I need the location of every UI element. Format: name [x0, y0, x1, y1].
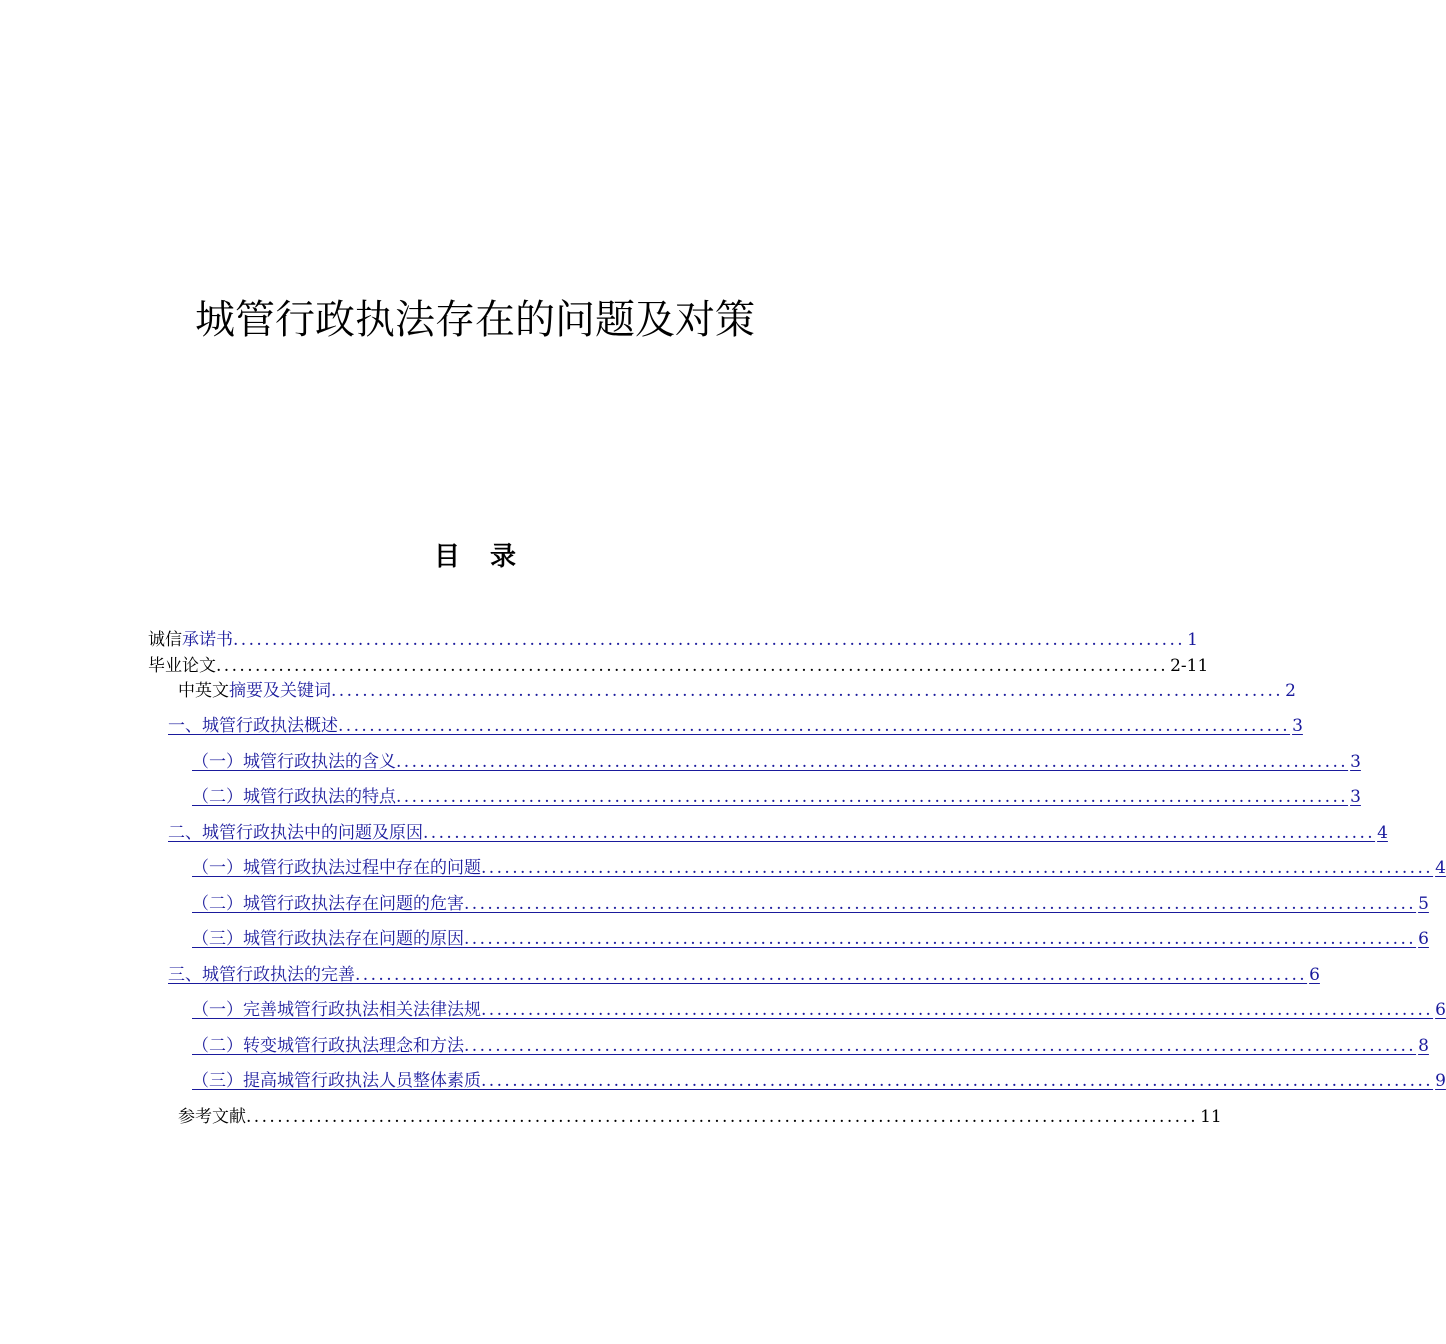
toc-page-number: 8 — [1418, 1036, 1429, 1056]
toc-page-number: 2 — [1285, 681, 1296, 701]
toc-page-number: 3 — [1292, 716, 1303, 736]
toc-heading: 目录 — [433, 542, 546, 572]
toc-leader: .......................................................................................................................... — [338, 716, 1291, 736]
toc-page-number: 4 — [1377, 823, 1388, 843]
toc-page-number: 2-11 — [1170, 656, 1209, 676]
toc-page-number: 3 — [1350, 787, 1361, 807]
toc-entry-prefix: 诚信 — [148, 630, 182, 650]
toc-entry-section-2[interactable] — [168, 822, 1388, 844]
toc-leader: .......................................................................................................................... — [481, 1071, 1434, 1091]
toc-leader: .......................................................................................................................... — [216, 656, 1169, 676]
toc-entry-section-3-3[interactable] — [192, 1070, 1446, 1092]
toc-entry-link[interactable]: （三）提高城管行政执法人员整体素质 — [192, 1071, 481, 1091]
toc-entry-link[interactable]: （三）城管行政执法存在问题的原因 — [192, 929, 464, 949]
toc-entry-section-2-2[interactable] — [192, 893, 1429, 915]
toc-leader: .......................................................................................................................... — [464, 929, 1417, 949]
toc-leader: .......................................................................................................................... — [481, 1000, 1434, 1020]
toc-entry-label: 参考文献 — [178, 1107, 246, 1127]
toc-entry-section-1[interactable] — [168, 715, 1303, 737]
toc-page-number: 5 — [1418, 894, 1429, 914]
toc-entry-link[interactable]: （一）城管行政执法过程中存在的问题 — [192, 858, 481, 878]
toc-leader: .......................................................................................................................... — [464, 894, 1417, 914]
toc-entry-abstract[interactable] — [178, 680, 1296, 702]
toc-leader: .......................................................................................................................... — [246, 1107, 1199, 1127]
toc-entry-link[interactable]: （二）转变城管行政执法理念和方法 — [192, 1036, 464, 1056]
toc-entry-section-3-1[interactable] — [192, 999, 1446, 1021]
toc-entry-link[interactable]: 二、城管行政执法中的问题及原因 — [168, 823, 423, 843]
toc-entry-references[interactable] — [178, 1106, 1222, 1128]
toc-page-number: 6 — [1418, 929, 1429, 949]
toc-leader: .......................................................................................................................... — [331, 681, 1284, 701]
toc-entry-link[interactable]: （一）城管行政执法的含义 — [192, 752, 396, 772]
toc-entry-link[interactable]: （一）完善城管行政执法相关法律法规 — [192, 1000, 481, 1020]
toc-entry-link[interactable]: 摘要及关键词 — [229, 681, 331, 701]
toc-leader: .......................................................................................................................... — [481, 858, 1434, 878]
toc-entry-thesis[interactable] — [148, 655, 1209, 677]
toc-entry-section-2-1[interactable] — [192, 857, 1446, 879]
toc-page-number: 4 — [1435, 858, 1446, 878]
toc-leader: .......................................................................................................................... — [355, 965, 1308, 985]
toc-page-number: 1 — [1187, 630, 1198, 650]
toc-entry-link[interactable]: （二）城管行政执法的特点 — [192, 787, 396, 807]
toc-entry-section-1-2[interactable] — [192, 786, 1361, 808]
toc-entry-commitment[interactable] — [148, 629, 1198, 651]
toc-page-number: 6 — [1309, 965, 1320, 985]
toc-leader: .......................................................................................................................... — [423, 823, 1376, 843]
toc-entry-prefix: 中英文 — [178, 681, 229, 701]
toc-page-number: 11 — [1200, 1107, 1222, 1127]
toc-entry-label: 毕业论文 — [148, 656, 216, 676]
toc-leader: .......................................................................................................................... — [396, 787, 1349, 807]
toc-entry-link[interactable]: 一、城管行政执法概述 — [168, 716, 338, 736]
toc-entry-section-3-2[interactable] — [192, 1035, 1429, 1057]
toc-page-number: 6 — [1435, 1000, 1446, 1020]
toc-entry-section-2-3[interactable] — [192, 928, 1429, 950]
toc-page-number: 3 — [1350, 752, 1361, 772]
toc-leader: .......................................................................................................................... — [233, 630, 1186, 650]
toc-leader: .......................................................................................................................... — [396, 752, 1349, 772]
toc-page-number: 9 — [1435, 1071, 1446, 1091]
toc-entry-section-1-1[interactable] — [192, 751, 1361, 773]
toc-entry-section-3[interactable] — [168, 964, 1320, 986]
toc-entry-link[interactable]: （二）城管行政执法存在问题的危害 — [192, 894, 464, 914]
toc-leader: .......................................................................................................................... — [464, 1036, 1417, 1056]
document-title: 城管行政执法存在的问题及对策 — [195, 297, 755, 343]
toc-entry-link[interactable]: 三、城管行政执法的完善 — [168, 965, 355, 985]
toc-entry-link[interactable]: 承诺书 — [182, 630, 233, 650]
